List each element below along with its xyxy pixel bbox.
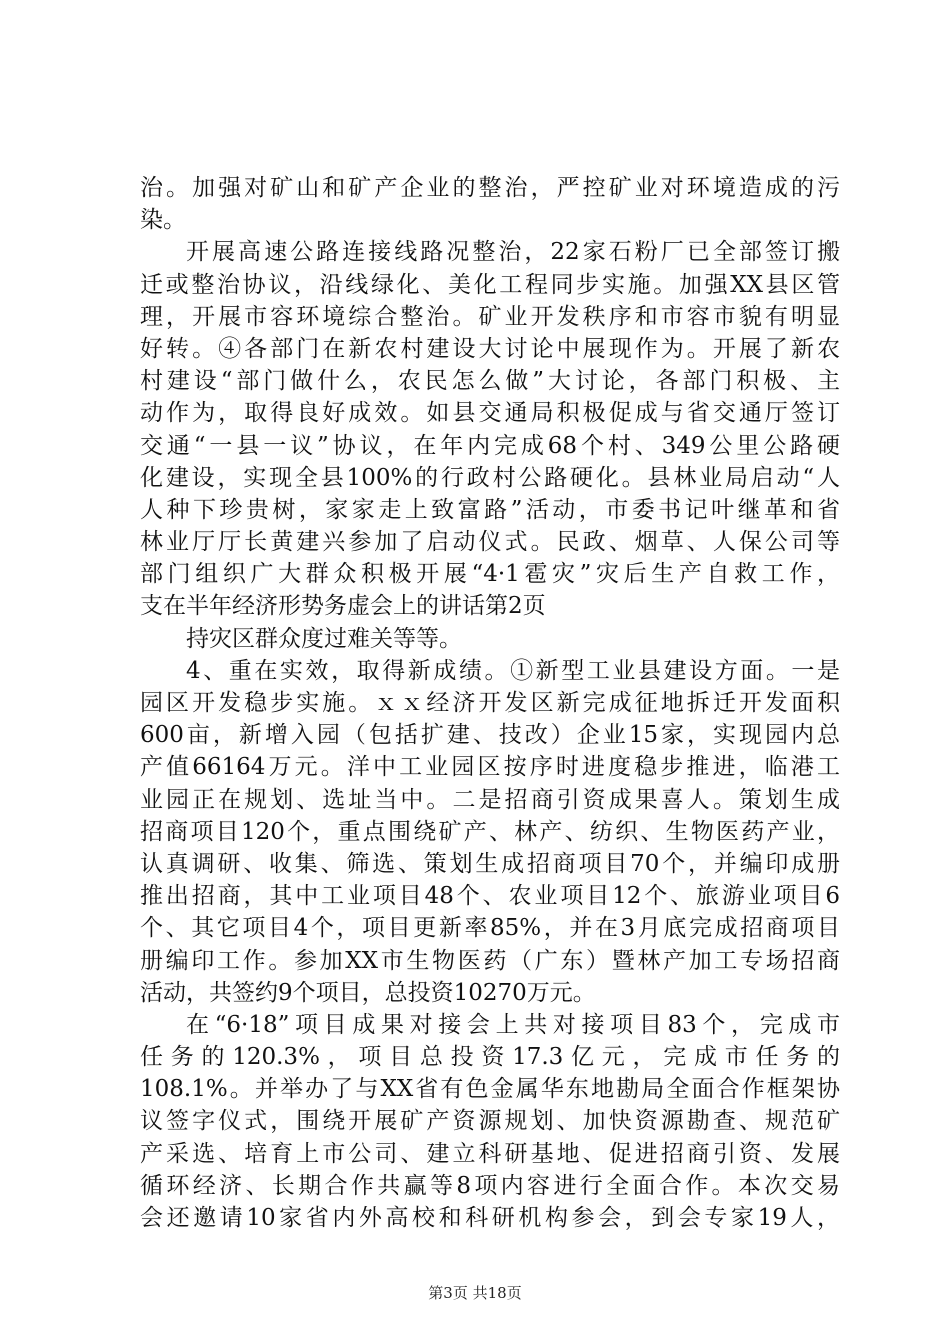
text-line: 任务的120.3%，项目总投资17.3亿元，完成市任务的 [140,1044,840,1071]
text-line: 业园正在规划、选址当中。二是招商引资成果喜人。策划生成 [140,786,840,813]
text-line: 产值66164万元。洋中工业园区按序时进度稳步推进，临港工 [140,754,840,781]
text-line: 支在半年经济形势务虚会上的讲话第2页 [140,593,546,620]
page-number-label: 第3页 共18页 [428,1284,522,1302]
text-line: 人种下珍贵树，家家走上致富路”活动，市委书记叶继革和省 [140,496,840,523]
text-line: 活动，共签约9个项目，总投资10270万元。 [140,979,596,1006]
text-line: 化建设，实现全县100%的行政村公路硬化。县林业局启动“人 [140,464,840,491]
document-body [140,172,840,1234]
text-line: 认真调研、收集、筛选、策划生成招商项目70个，并编印成册 [140,850,840,877]
text-line: 染。 [140,207,186,234]
text-line: 推出招商，其中工业项目48个、农业项目12个、旅游业项目6 [140,883,840,910]
paragraph-start-line: 开展高速公路连接线路况整治，22家石粉厂已全部签订搬 [186,239,840,266]
text-line: 部门组织广大群众积极开展“4·1雹灾”灾后生产自救工作， [140,561,840,588]
text-line: 园区开发稳步实施。ｘｘ经济开发区新完成征地拆迁开发面积 [140,690,840,716]
text-line: 个、其它项目4个，项目更新率85%，并在3月底完成招商项目 [140,915,840,942]
text-line: 议签字仪式，围绕开展矿产资源规划、加快资源勘查、规范矿 [140,1108,840,1135]
text-line: 招商项目120个，重点围绕矿产、林产、纺织、生物医药产业， [140,818,840,845]
text-line: 好转。④各部门在新农村建设大讨论中展现作为。开展了新农 [140,335,840,362]
text-line: 治。加强对矿山和矿产企业的整治，严控矿业对环境造成的污 [140,175,840,201]
text-line: 林业厅厅长黄建兴参加了启动仪式。民政、烟草、人保公司等 [140,529,840,556]
text-line: 册编印工作。参加XX市生物医药（广东）暨林产加工专场招商 [140,947,840,974]
text-line: 理，开展市容环境综合整治。矿业开发秩序和市容市貌有明显 [140,303,840,330]
paragraph-start-line: 在“6·18”项目成果对接会上共对接项目83个，完成市 [186,1011,840,1038]
text-line: 108.1%。并举办了与XX省有色金属华东地勘局全面合作框架协 [140,1076,840,1103]
page-footer [0,1283,950,1303]
text-line: 交通“一县一议”协议，在年内完成68个村、349公里公路硬 [140,432,840,459]
paragraph-start-line: 4、重在实效，取得新成绩。①新型工业县建设方面。一是 [186,657,840,684]
text-line: 村建设“部门做什么，农民怎么做”大讨论，各部门积极、主 [140,368,840,395]
text-line: 会还邀请10家省内外高校和科研机构参会，到会专家19人， [140,1205,840,1231]
text-line: 600亩，新增入园（包括扩建、技改）企业15家，实现园内总 [140,722,840,749]
paragraph-start-line: 持灾区群众度过难关等等。 [186,625,462,652]
text-line: 动作为，取得良好成效。如县交通局积极促成与省交通厅签订 [140,400,840,427]
text-line: 迁或整治协议，沿线绿化、美化工程同步实施。加强XX县区管 [140,271,840,298]
text-line: 循环经济、长期合作共赢等8项内容进行全面合作。本次交易 [140,1172,840,1199]
text-line: 产采选、培育上市公司、建立科研基地、促进招商引资、发展 [140,1140,840,1167]
